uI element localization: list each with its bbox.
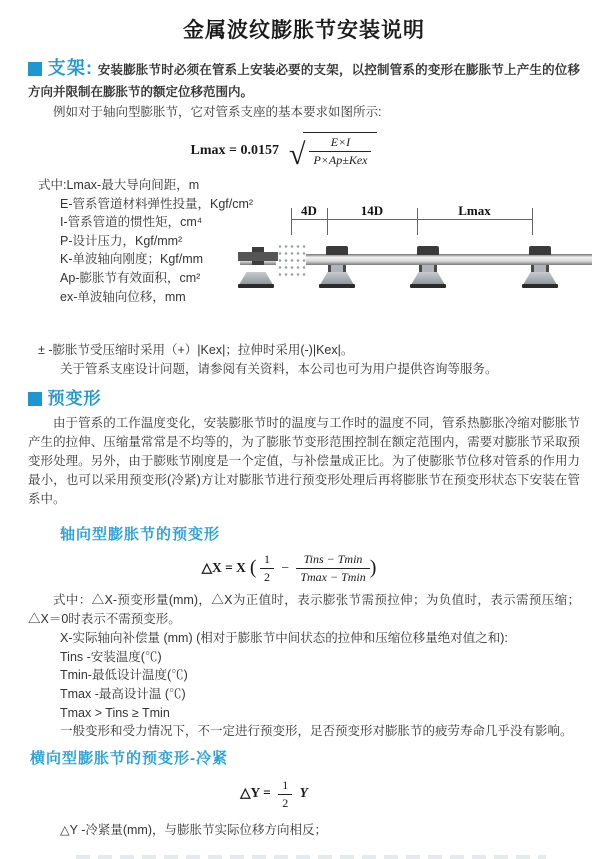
dimension-label-4d: 4D [301, 203, 317, 218]
section-support [28, 58, 580, 103]
definition-item: Ap-膨胀节有效面积，cm² [60, 270, 201, 285]
dimension-label-14d: 14D [360, 203, 384, 218]
subsection-axial-heading: 轴向型膨胀节的预变形 [60, 526, 221, 544]
section-support-heading: 支架: [47, 58, 94, 78]
anchor-support [238, 246, 278, 292]
axial-note: Tmax > Tins ≥ Tmin [60, 705, 170, 720]
definition-item: ex-单波轴向位移，mm [60, 289, 186, 304]
formula-lmax-numerator: E×I [309, 135, 371, 152]
formula-temp-numerator: Tins − Tmin [296, 552, 369, 569]
guide-support [410, 246, 446, 292]
formula-half-denominator: 2 [263, 570, 270, 585]
axial-note: Tins -安装温度(℃) [60, 649, 162, 664]
formula-delta-x: △X = X ( $\frac{1}{2}$ − $\frac{\text{Tins − Tmin}}{Tmax - Tmin}$ ) [201, 552, 377, 585]
dimension-label-lmax: Lmax [458, 203, 491, 218]
definition-item: 式中:Lmax-最大导向间距，m [38, 178, 200, 192]
formula-half-numerator: 1 [260, 552, 274, 569]
subsection-lateral-heading: 横向型膨胀节的预变形-冷紧 [30, 749, 228, 767]
axial-note: 一般变形和受力情况下，不一定进行预变形，足否预变形对膨胀节的疲劳寿命几乎没有影响。 [60, 724, 573, 739]
definition-item: K-单波轴向刚度；Kgf/mm [60, 252, 204, 267]
blue-square-icon [28, 392, 42, 406]
axial-note: Tmin-最低设计温度(℃) [60, 668, 188, 683]
blue-square-icon [28, 62, 42, 76]
cutoff-text-line [76, 855, 546, 859]
note-plus-minus: ± -膨胀节受压缩时采用（+）|Kex|；拉伸时采用(-)|Kex|。 [38, 343, 354, 357]
section-support-intro: 安装膨胀节时必须在管系上安装必要的支架，以控制管系的变形在膨胀节上产生的位移方向并限制在膨胀节的额定位移范围内。 [28, 63, 580, 99]
predeform-body-text: 由于管系的工作温度变化，安装膨胀节时的温度与工作时的温度不同，管系热膨胀冷缩对膨胀节产生的拉伸、压缩量常常是不均等的，为了膨胀节变形范围控制在额定范围内，需要对膨胀节采取预变形处理。另外，由于膨账节刚度是一个定值，与补偿量成正比。为了使膨胀节位移对管系的作用力最小，也可以采用预变形(冷紧)方让对膨胀节进行预变形处理后再将膨胀节在预变形状态下安装在管系中。 [28, 416, 580, 507]
lateral-note: △Y -冷紧量(mm)，与膨胀节实际位移方向相反； [60, 822, 328, 837]
formula-lmax-denominator: P×Ap±Kex [313, 153, 368, 167]
definitions-block [28, 176, 580, 341]
formula-lmax-lhs: Lmax = 0.0157 [190, 142, 279, 158]
axial-note: X-实际轴向补偿量 (mm) (相对于膨胀节中间状态的拉伸和压缩位移量绝对值之和): [60, 631, 508, 646]
pipe-support-diagram [240, 202, 592, 302]
formula-delta-y: △Y = $\frac{1}{2}$ Y [240, 777, 308, 810]
guide-support [319, 246, 355, 292]
sqrt-radical: √ $\frac{E\times I}{\text{P×Ap±Kex}}$ [289, 132, 377, 168]
definition-item: P-设计压力，Kgf/mm² [60, 233, 183, 248]
bellows-joint [276, 242, 306, 276]
formula-delta-y-lhs: △Y = [240, 785, 271, 801]
section-predeform-heading: 预变形 [47, 389, 102, 409]
section-predeform [28, 388, 580, 410]
formula-lmax [28, 132, 540, 171]
formula-delta-x-lhs: △X = X [201, 559, 246, 575]
definition-item: I-管系管道的惯性矩，cm⁴ [60, 215, 203, 230]
definition-item: E-管系管道材料弹性投量，Kgf/cm² [60, 196, 254, 211]
axial-note-main: 式中：△X-预变形量(mm)，△X为正值时，表示膨张节需预拉伸；为负值时，表示需预压缩；△X＝0时表示不需预变形。 [28, 593, 580, 627]
support-example-text: 例如对于轴向型膨胀节，它对管系支座的基本要求如图所示: [53, 105, 382, 119]
formula-temp-denominator: Tmax − Tmin [300, 570, 366, 585]
axial-note: Tmax -最高设计温 (℃) [60, 686, 186, 701]
note-service: 关于管系支座设计问题，请参阅有关资料，本公司也可为用户提供咨询等服务。 [60, 361, 498, 376]
dimension-tick [532, 208, 533, 235]
page-title: 金属波纹膨胀节安装说明 [183, 19, 425, 42]
guide-support [522, 246, 558, 292]
